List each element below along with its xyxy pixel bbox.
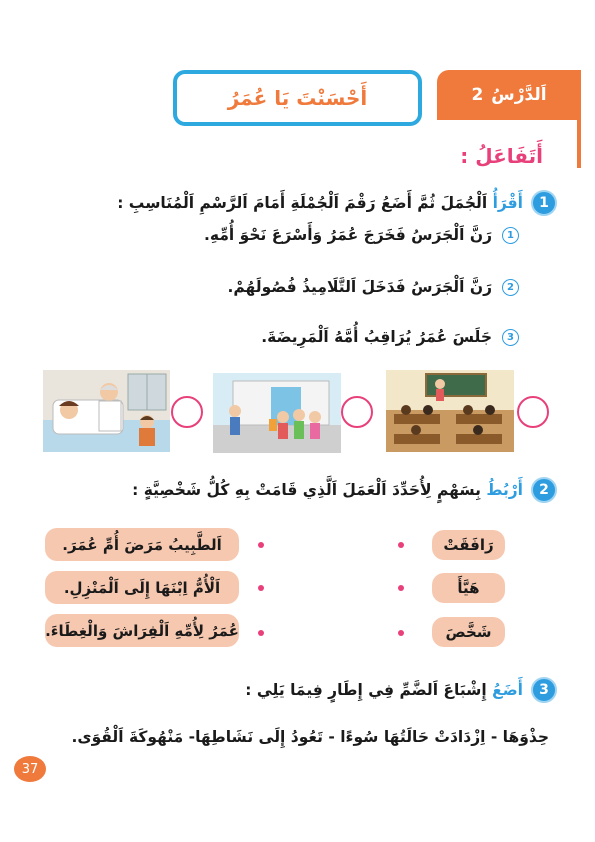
exercise-1-number: 1: [531, 190, 557, 216]
match-dot-left-1[interactable]: [258, 542, 264, 548]
lesson-number: 2: [471, 85, 484, 105]
lesson-tab: [437, 70, 581, 120]
match-dot-right-1[interactable]: [398, 542, 404, 548]
answer-circle-2[interactable]: [341, 396, 373, 428]
sentence-3-text: جَلَسَ عُمَرُ يُرَاقِبُ أُمَّهُ اَلْمَرِيضَةَ.: [261, 328, 492, 346]
exercise-1-verb: أَقْرَأُ: [492, 194, 523, 212]
match-right-2: هَيَّأَ: [432, 573, 505, 603]
sentence-1-text: رَنَّ اَلْجَرَسُ فَخَرَجَ عُمَرُ وَأَسْرَعَ نَحْوَ أُمِّهِ.: [204, 226, 492, 244]
exercise-2-number: 2: [531, 477, 557, 503]
answer-circle-1[interactable]: [171, 396, 203, 428]
lesson-side-bar: [577, 70, 581, 168]
sentence-2: [227, 278, 519, 296]
sentence-3: [261, 328, 519, 346]
lesson-label: اَلدَّرْسُ: [491, 85, 547, 105]
picture-children-leaving-school: [213, 373, 341, 453]
lesson-title-text: أَحْسَنْتَ يَا عُمَرُ: [227, 86, 368, 110]
sentence-2-text: رَنَّ اَلْجَرَسُ فَدَخَلَ اَلتَّلَامِيذُ فُصُولَهُمْ.: [227, 278, 492, 296]
exercise-3-verb: أَضَعُ: [492, 681, 523, 699]
exercise-3-number: 3: [531, 677, 557, 703]
exercise-2-instruction: [132, 481, 523, 499]
match-right-3: شَخَّصَ: [432, 617, 505, 647]
match-left-2: اَلْأُمُّ اِبْنَهَا إِلَى اَلْمَنْزِلِ.: [45, 571, 239, 604]
exercise-3-text: إِشْبَاعَ اَلضَّمِّ فِي إِطَارٍ فِيمَا يَلِي :: [245, 681, 493, 699]
match-dot-right-3[interactable]: [398, 630, 404, 636]
sentence-3-number: 3: [502, 329, 519, 346]
match-left-1: اَلطَّبِيبُ مَرَضَ أُمِّ عُمَرَ.: [45, 528, 239, 561]
sentence-1: [204, 226, 519, 244]
exercise-1-instruction: [117, 194, 523, 212]
exercise-3-header: [245, 677, 557, 703]
exercise-2-text: بِسَهْمٍ لِأُحَدِّدَ اَلْعَمَلَ اَلَّذِي قَامَتْ بِهِ كُلُّ شَخْصِيَّةٍ :: [132, 481, 487, 499]
exercise-3-instruction: [245, 681, 523, 699]
exercise-1-header: [117, 190, 557, 216]
page-number: 37: [14, 756, 46, 782]
sentence-1-number: 1: [502, 227, 519, 244]
exercise-2-verb: أَرْبُطُ: [486, 481, 523, 499]
picture-classroom: [386, 370, 514, 452]
match-dot-right-2[interactable]: [398, 585, 404, 591]
lesson-title: [173, 70, 422, 126]
picture-doctor-sick-mother: [43, 370, 170, 452]
exercise-2-header: [132, 477, 557, 503]
match-left-3: عُمَرُ لِأُمِّهِ اَلْفِرَاشَ وَالْغِطَاءَ.: [45, 614, 239, 647]
answer-circle-3[interactable]: [517, 396, 549, 428]
match-dot-left-3[interactable]: [258, 630, 264, 636]
exercise-3-line: حِذْوَهَا - اِزْدَادَتْ حَالَتُهَا سُوءًا - تَعُودُ إِلَى نَشَاطِهَا- مَنْهُوكَةَ اَلْقُوَى.: [71, 728, 549, 746]
section-title: أَتَفَاعَلُ :: [460, 144, 543, 168]
sentence-2-number: 2: [502, 279, 519, 296]
match-right-1: رَافَقَتْ: [432, 530, 505, 560]
exercise-1-text: اَلْجُمَلَ ثُمَّ أَضَعُ رَقْمَ اَلْجُمْلَةِ أَمَامَ اَلرَّسْمِ اَلْمُنَاسِبِ :: [117, 194, 493, 212]
match-dot-left-2[interactable]: [258, 585, 264, 591]
